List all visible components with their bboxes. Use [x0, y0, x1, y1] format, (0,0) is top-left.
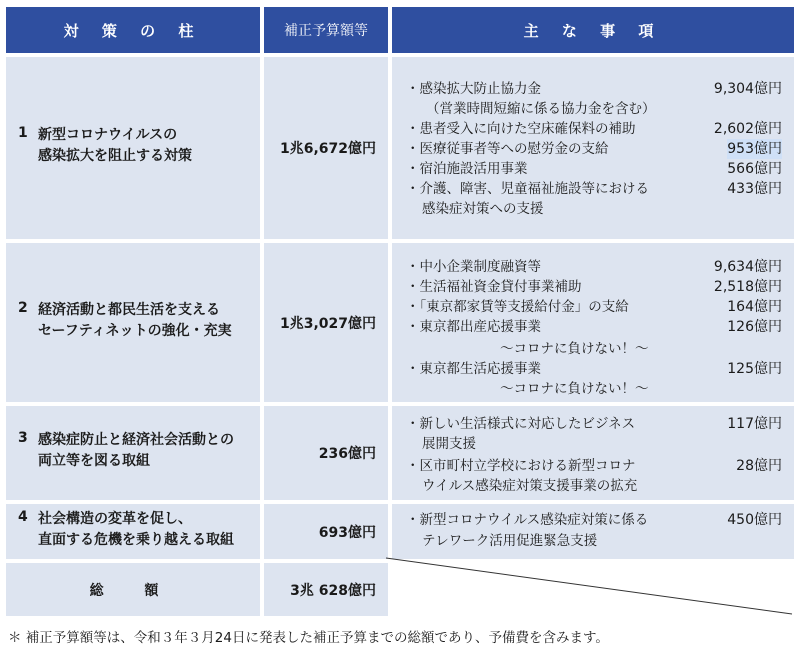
- item-amount: 9,634億円: [713, 259, 782, 275]
- total-amount: 3兆 628億円: [290, 582, 376, 599]
- list-item: ・介護、障害、児童福祉施設等における: [406, 181, 649, 197]
- item-amount: 2,518億円: [713, 279, 782, 295]
- list-item: ・生活福祉資金貸付事業補助: [406, 279, 582, 295]
- amount-cell-3: [264, 406, 388, 500]
- amount-cell-2: [264, 243, 388, 402]
- list-item: ・東京都生活応援事業: [406, 361, 541, 377]
- list-item-note: （営業時間短縮に係る協力金を含む）: [426, 101, 656, 117]
- list-item-continuation: 感染症対策への支援: [422, 201, 544, 217]
- item-amount: 28億円: [736, 458, 782, 474]
- header-items: 主 な 事 項: [392, 7, 794, 53]
- pillar-number: 4: [18, 508, 28, 525]
- total-label-cell: [6, 563, 260, 616]
- item-amount: 9,304億円: [713, 81, 782, 97]
- total-label: 総 額: [89, 582, 177, 599]
- total-amount-cell: [264, 563, 388, 616]
- list-item: ・宿泊施設活用事業: [406, 161, 528, 177]
- pillar-title: 経済活動と都民生活を支える セーフティネットの強化・充実: [38, 301, 232, 339]
- list-item: ・新型コロナウイルス感染症対策に係る: [406, 512, 649, 528]
- pillar-cell-4: [6, 504, 260, 559]
- item-amount: 125億円: [727, 361, 782, 377]
- pillar-number: 3: [18, 430, 28, 446]
- list-item: ・東京都出産応援事業: [406, 319, 541, 335]
- pillar-cell-3: [6, 406, 260, 500]
- list-item-continuation: ウイルス感染症対策支援事業の拡充: [422, 478, 638, 494]
- footnote: ＊ 補正予算額等は、令和３年３月24日に発表した補正予算までの総額であり、予備費を含みます。: [8, 630, 609, 646]
- pillar-amount: 236億円: [318, 446, 376, 462]
- amount-cell-4: [264, 504, 388, 559]
- pillar-amount: 1兆6,672億円: [279, 141, 376, 157]
- list-item: ・感染拡大防止協力金: [406, 81, 541, 97]
- pillar-title: 社会構造の変革を促し、 直面する危機を乗り越える取組: [38, 510, 234, 548]
- list-item: ・中小企業制度融資等: [406, 259, 541, 275]
- list-item: ・「東京都家賃等支援給付金」の支給: [406, 299, 629, 315]
- list-item-subtitle: ～コロナに負けない！～: [500, 381, 649, 397]
- items-cell-2: [392, 243, 794, 402]
- header-amount: 補正予算額等: [264, 7, 388, 53]
- items-cell-1: [392, 57, 794, 239]
- amount-cell-1: [264, 57, 388, 239]
- list-item: ・患者受入に向けた空床確保料の補助: [406, 121, 636, 137]
- pillar-title: 感染症防止と経済社会活動との 両立等を図る取組: [38, 432, 234, 469]
- list-item: ・医療従事者等への慰労金の支給: [406, 141, 609, 157]
- list-item-subtitle: ～コロナに負けない！～: [500, 341, 649, 357]
- header-pillar: 対 策 の 柱: [6, 7, 260, 53]
- pillar-amount: 693億円: [318, 524, 376, 541]
- pillar-cell-2: [6, 243, 260, 402]
- list-item: ・新しい生活様式に対応したビジネス: [406, 416, 636, 432]
- item-amount: 450億円: [727, 512, 782, 528]
- list-item-continuation: 展開支援: [422, 436, 476, 452]
- pillar-cell-1: [6, 57, 260, 239]
- items-cell-4: [392, 504, 794, 559]
- item-amount: 164億円: [727, 299, 782, 315]
- items-cell-3: [392, 406, 794, 500]
- pillar-number: 1: [18, 125, 28, 141]
- empty-cell-diagonal: [386, 556, 796, 616]
- list-item-continuation: テレワーク活用促進緊急支援: [422, 533, 598, 549]
- list-item: ・区市町村立学校における新型コロナ: [406, 458, 636, 474]
- pillar-amount: 1兆3,027億円: [279, 315, 376, 332]
- pillar-number: 2: [18, 299, 28, 316]
- item-amount: 433億円: [727, 181, 782, 197]
- pillar-title: 新型コロナウイルスの 感染拡大を阻止する対策: [38, 127, 192, 164]
- item-amount: 117億円: [727, 416, 782, 432]
- item-amount: 566億円: [727, 161, 782, 177]
- item-amount: 126億円: [727, 319, 782, 335]
- item-amount: 2,602億円: [713, 121, 782, 137]
- item-amount-highlighted: 953億円: [727, 141, 782, 157]
- budget-table: [6, 7, 794, 616]
